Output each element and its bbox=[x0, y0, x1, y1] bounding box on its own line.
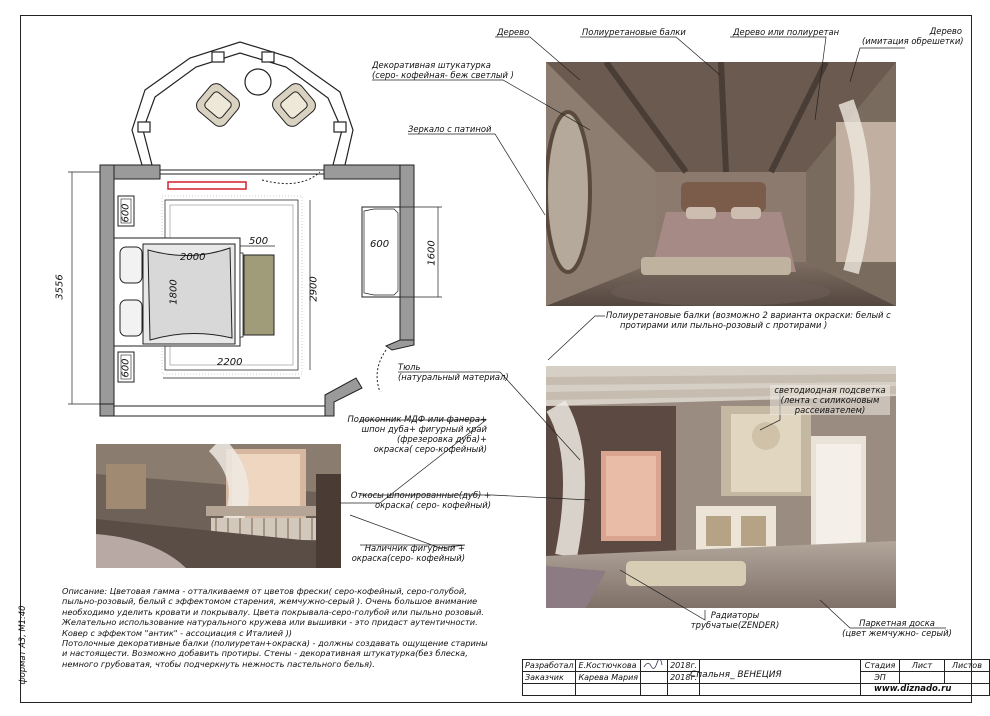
callout-led bbox=[770, 385, 890, 415]
dim-dresser-length: 1600 bbox=[426, 240, 438, 266]
tb-sheets-value bbox=[944, 672, 989, 684]
description-paragraph-1: Описание: Цветовая гамма - отталкиваемя от цветов фрески( серо-кофейный, серо-голубой, пыльно-розовый, белый с эффектомом старения, жемчужно-серый ). Очень большое внимание необходимо уделить кровати и покрывалу. Цвета покрывала-серо-голубой или пыльно розовый. Желательно использование натурального кружева или вышивки - это придаст аутентичности. Ковер с эффектом "антик" - ассоциация с Италией )) bbox=[62, 586, 484, 638]
callout-wood-right bbox=[862, 26, 962, 46]
tb-developed-label: Разработал bbox=[523, 660, 576, 672]
tb-sheet-label: Лист bbox=[900, 660, 945, 672]
dim-bed-width: 2000 bbox=[180, 252, 206, 263]
callout-wood-right-line2: (имитация обрешетки) bbox=[862, 36, 964, 46]
callout-wood-or-pu: Дерево или полиуретан bbox=[733, 27, 840, 37]
tb-blank-5 bbox=[700, 684, 861, 696]
callout-sill-line2: шпон дуба+ фигурный край bbox=[361, 424, 487, 434]
callout-slopes-line2: окраска( серо- кофейный) bbox=[375, 500, 491, 510]
callout-beams-2-line1: Полиуретановые балки (возможно 2 варианта окраски: белый с bbox=[606, 310, 891, 320]
tb-client-year: 2018г. bbox=[668, 672, 700, 684]
dim-bed-length: 1800 bbox=[168, 279, 180, 305]
callout-radiator-line1: Радиаторы bbox=[710, 610, 760, 620]
callout-radiator-line2: трубчатые(ZENDER) bbox=[690, 620, 780, 630]
tb-client-name: Карева Мария bbox=[576, 672, 641, 684]
callout-trim-line2: окраска(серо- кофейный) bbox=[351, 553, 465, 563]
dim-rug-length: 2900 bbox=[308, 276, 320, 302]
callout-tulle-line1: Тюль bbox=[398, 362, 421, 372]
description-paragraph-2: Потолочные декоративные балки (полиуретан+окраска) - должны создавать ощущение старины и настоящести. Возможно добавить протиры. Стены - декоративная штукатурка(без блеска, немного грубоватая, чтобы подчеркнуть нежность пастельного белья). bbox=[62, 638, 488, 669]
callout-sill-line4: окраска( серо-кофейный) bbox=[373, 444, 487, 454]
callout-sill-line1: Подоконник МДФ или фанера+ bbox=[347, 414, 487, 424]
tb-client-label: Заказчик bbox=[523, 672, 576, 684]
callout-led-line3: рассеивателем) bbox=[794, 405, 866, 415]
tb-blank-1 bbox=[523, 684, 576, 696]
callout-beams-pu: Полиуретановые балки bbox=[582, 27, 686, 37]
tb-stage-label: Стадия bbox=[861, 660, 900, 672]
callout-led-line2: (лента с силиконовым bbox=[780, 395, 880, 405]
dim-rug-width: 2200 bbox=[217, 357, 243, 368]
dim-nightstand-top: 600 bbox=[120, 203, 132, 223]
callout-mirror: Зеркало с патиной bbox=[408, 124, 492, 134]
dim-nightstand-bottom: 600 bbox=[120, 358, 132, 378]
callout-parquet bbox=[842, 618, 952, 638]
dim-dresser: 600 bbox=[370, 239, 390, 250]
callout-tulle-line2: (натуральный материал) bbox=[398, 372, 509, 382]
callout-sill bbox=[345, 414, 487, 454]
callout-wood-right-line1: Дерево bbox=[929, 26, 962, 36]
dim-overall-height: 3556 bbox=[54, 274, 66, 300]
callout-led-line1: светодиодная подсветка bbox=[774, 385, 886, 395]
callout-parquet-line2: (цвет жемчужно- серый) bbox=[842, 628, 952, 638]
tb-blank-4 bbox=[668, 684, 700, 696]
callout-beams-2 bbox=[606, 310, 891, 330]
callout-parquet-line1: Паркетная доска bbox=[859, 618, 935, 628]
callout-slopes-line1: Откосы шпонированные(дуб) + bbox=[350, 490, 491, 500]
tb-empty-cell bbox=[641, 672, 668, 684]
callout-radiator bbox=[690, 610, 780, 630]
callout-trim bbox=[345, 543, 465, 563]
callout-plaster bbox=[372, 60, 514, 80]
design-description bbox=[62, 586, 492, 669]
tb-sheets-label: Листов bbox=[944, 660, 989, 672]
callout-wood-left: Дерево bbox=[497, 27, 530, 37]
callout-plaster-line2: (серо- кофейная- беж светлый ) bbox=[372, 70, 514, 80]
tb-sheet-value bbox=[900, 672, 945, 684]
callout-tulle bbox=[398, 362, 509, 382]
callout-trim-line1: Наличник фигурный + bbox=[364, 543, 465, 553]
tb-signature bbox=[641, 660, 668, 672]
callout-plaster-line1: Декоративная штукатурка bbox=[372, 60, 491, 70]
tb-developed-year: 2018г. bbox=[668, 660, 700, 672]
tb-blank-3 bbox=[641, 684, 668, 696]
tb-developed-name: Е.Костючкова bbox=[576, 660, 641, 672]
dim-bench: 500 bbox=[249, 236, 269, 247]
website: www.diznado.ru bbox=[874, 684, 952, 694]
callout-beams-2-line2: протирами или пыльно-розовый с протирами ) bbox=[620, 320, 828, 330]
callout-sill-line3: (фрезеровка дуба)+ bbox=[396, 434, 487, 444]
tb-blank-2 bbox=[576, 684, 641, 696]
format-note: формат А3, М1:40 bbox=[17, 605, 27, 685]
callout-slopes bbox=[345, 490, 491, 510]
tb-stage-value: ЭП bbox=[861, 672, 900, 684]
sheet-title: Спальня_ ВЕНЕЦИЯ bbox=[690, 670, 782, 680]
